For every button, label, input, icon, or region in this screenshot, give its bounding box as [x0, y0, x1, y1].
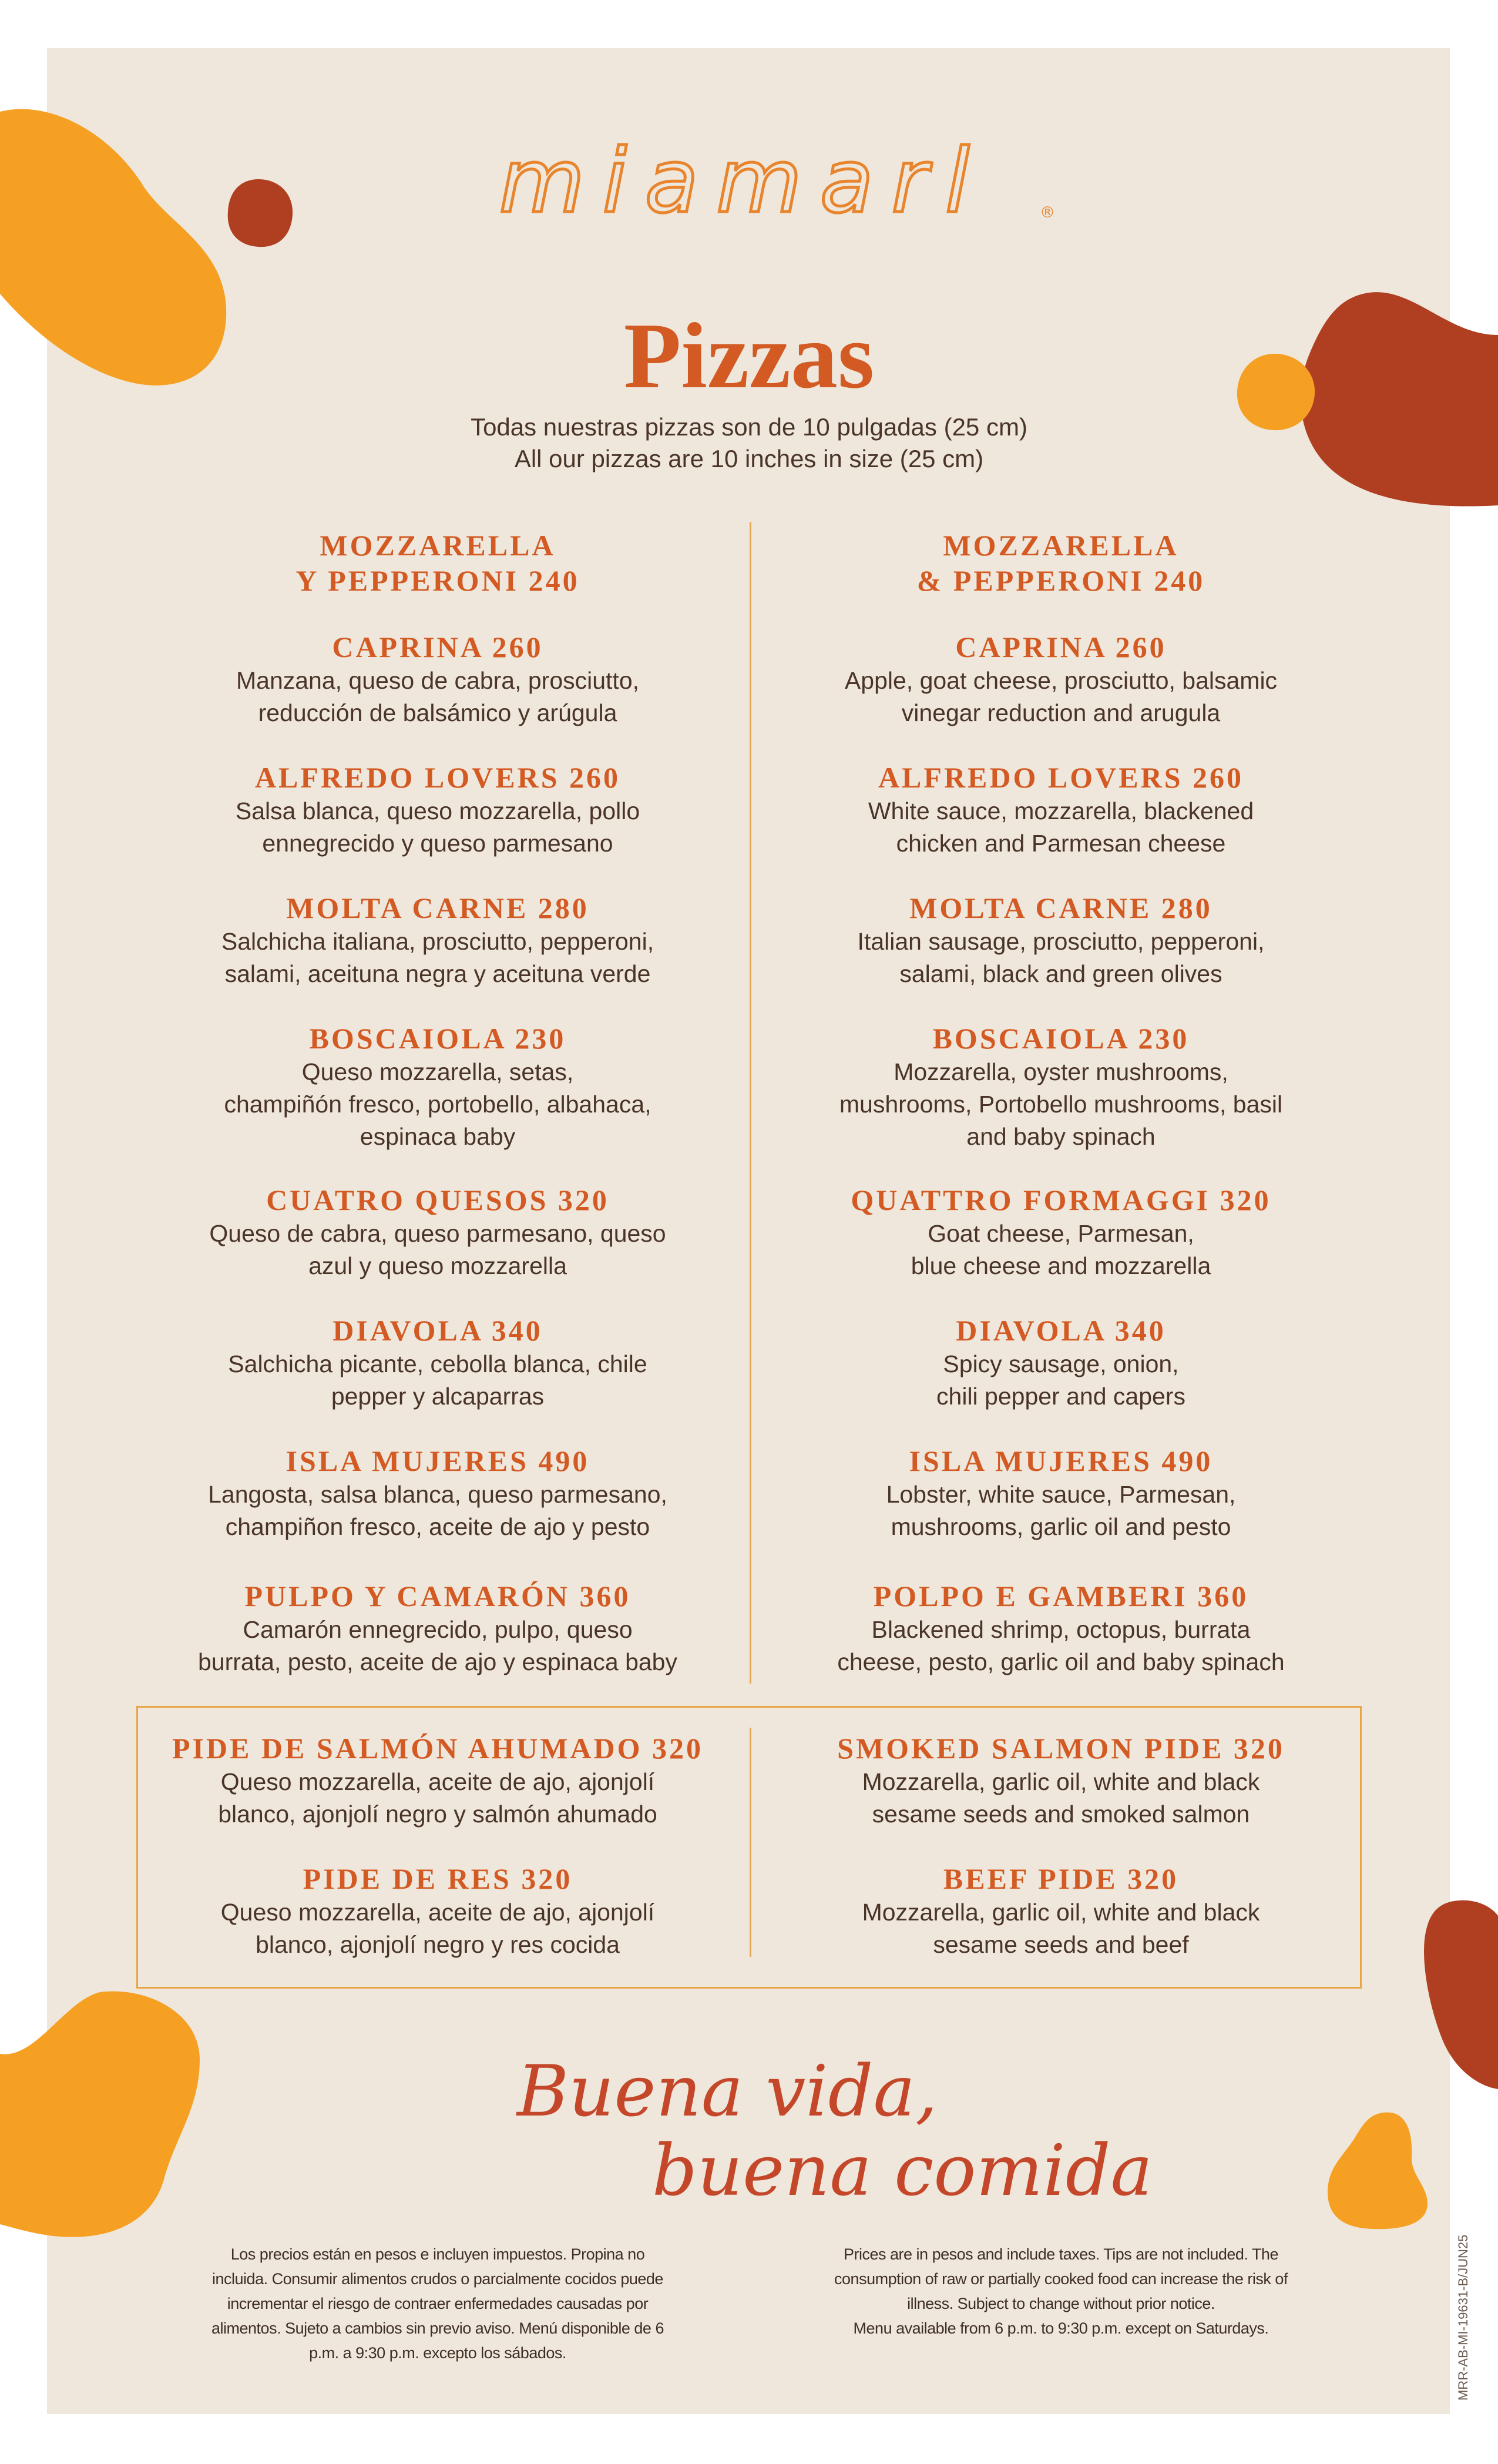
orange-blob-bottom-right — [1325, 2110, 1430, 2233]
menu-item — [144, 1731, 731, 1831]
menu-item-name: SMOKED SALMON PIDE 320 — [837, 1732, 1285, 1765]
logo-wordmark: miamarl — [499, 135, 988, 233]
menu-item-name: PIDE DE RES 320 — [303, 1862, 573, 1895]
menu-item-description: Langosta, salsa blanca, queso parmesano, — [208, 1481, 667, 1508]
menu-item — [144, 1443, 731, 1543]
menu-item-description: Queso mozzarella, aceite de ajo, ajonjolí — [220, 1768, 655, 1795]
menu-item — [144, 528, 731, 598]
menu-item-description: Manzana, queso de cabra, prosciutto, — [236, 667, 640, 694]
menu-item — [767, 890, 1355, 990]
menu-item-description: blue cheese and mozzarella — [911, 1252, 1211, 1279]
menu-item — [144, 760, 731, 860]
menu-item-name: DIAVOLA 340 — [332, 1314, 543, 1347]
page-title: Pizzas — [623, 303, 875, 408]
menu-item-name: BOSCAIOLA 230 — [309, 1022, 566, 1055]
menu-item — [767, 760, 1355, 860]
menu-item-description: chili pepper and capers — [936, 1383, 1185, 1410]
menu-item-description: blanco, ajonjolí negro y salmón ahumado — [218, 1801, 657, 1828]
footer-line: Los precios están en pesos e incluyen impuestos. Propina no — [230, 2245, 645, 2263]
menu-item-name: MOZZARELLA — [943, 529, 1179, 562]
menu-item-description: Mozzarella, garlic oil, white and black — [862, 1899, 1260, 1926]
registered-mark: ® — [1040, 204, 1055, 222]
miamarl-logo — [426, 135, 1072, 247]
footer-line: incluida. Consumir alimentos crudos o parcialmente cocidos puede — [212, 2270, 663, 2288]
menu-item-name: CAPRINA 260 — [332, 631, 543, 663]
menu-item-description: Salchicha italiana, prosciutto, pepperoni, — [221, 928, 654, 955]
menu-item-name: & PEPPERONI 240 — [916, 564, 1205, 597]
menu-item-name: DIAVOLA 340 — [956, 1314, 1166, 1347]
menu-item-description: White sauce, mozzarella, blackened — [868, 797, 1254, 824]
menu-item-name: QUATTRO FORMAGGI 320 — [851, 1184, 1271, 1216]
menu-item — [144, 1182, 731, 1282]
menu-item-description: and baby spinach — [966, 1123, 1156, 1150]
menu-item-description: Queso mozzarella, setas, — [301, 1058, 574, 1085]
menu-item — [144, 629, 731, 729]
footer-line: p.m. a 9:30 p.m. excepto los sábados. — [309, 2344, 566, 2362]
menu-item-name: PULPO Y CAMARÓN 360 — [244, 1580, 631, 1613]
menu-item-description: azul y queso mozzarella — [308, 1252, 567, 1279]
menu-item — [144, 890, 731, 990]
menu-item-name: CUATRO QUESOS 320 — [266, 1184, 609, 1216]
menu-item-description: sesame seeds and smoked salmon — [872, 1801, 1250, 1828]
menu-item-description: Spicy sausage, onion, — [943, 1350, 1179, 1377]
menu-item-name: MOZZARELLA — [320, 529, 556, 562]
menu-item-description: mushrooms, garlic oil and pesto — [891, 1513, 1231, 1540]
menu-item — [767, 1313, 1355, 1413]
footer-line: incrementar el riesgo de contraer enfermedades causadas por — [227, 2295, 649, 2312]
menu-item-description: chicken and Parmesan cheese — [896, 830, 1226, 857]
menu-item-description: Salchicha picante, cebolla blanca, chile — [228, 1350, 647, 1377]
menu-item-name: ISLA MUJERES 490 — [909, 1444, 1213, 1477]
menu-item-description: mushrooms, Portobello mushrooms, basil — [839, 1091, 1283, 1118]
menu-item-description: salami, black and green olives — [899, 960, 1222, 987]
slogan-line-2: buena comida — [652, 2130, 1153, 2212]
footer-line: Prices are in pesos and include taxes. Tips are not included. The — [844, 2245, 1278, 2263]
rust-blob-bottom-right — [1419, 1898, 1498, 2092]
menu-item-description: sesame seeds and beef — [933, 1931, 1189, 1958]
menu-item — [767, 1861, 1355, 1961]
menu-item-name: ALFREDO LOVERS 260 — [254, 761, 621, 794]
menu-item-name: POLPO E GAMBERI 360 — [873, 1580, 1249, 1613]
footer-notice-es — [191, 2242, 684, 2365]
menu-item-description: burrata, pesto, aceite de ajo y espinaca baby — [198, 1648, 677, 1675]
menu-item — [767, 1731, 1355, 1831]
menu-item-description: pepper y alcaparras — [331, 1383, 545, 1410]
menu-item-description: Mozzarella, garlic oil, white and black — [862, 1768, 1260, 1795]
footer-line: illness. Subject to change without prior notice. — [907, 2295, 1215, 2312]
menu-item — [144, 1313, 731, 1413]
menu-item-description: reducción de balsámico y arúgula — [258, 699, 617, 726]
menu-item-description: Italian sausage, prosciutto, pepperoni, — [857, 928, 1265, 955]
column-divider — [750, 522, 751, 1684]
menu-item — [767, 1443, 1355, 1543]
menu-item — [767, 1578, 1355, 1678]
menu-item-name: MOLTA CARNE 280 — [286, 891, 589, 924]
menu-item-name: BEEF PIDE 320 — [943, 1862, 1179, 1895]
document-code: MRR-AB-MI-19631-B/JUN25 — [1456, 2234, 1470, 2401]
menu-item-name: ALFREDO LOVERS 260 — [878, 761, 1244, 794]
menu-item-description: Blackened shrimp, octopus, burrata — [871, 1616, 1251, 1643]
footer-notice-en — [814, 2242, 1308, 2341]
menu-item — [767, 1182, 1355, 1282]
menu-item-name: BOSCAIOLA 230 — [932, 1022, 1190, 1055]
menu-item-name: ISLA MUJERES 490 — [286, 1444, 590, 1477]
menu-item-description: champiñón fresco, portobello, albahaca, — [224, 1091, 651, 1118]
menu-item-description: Salsa blanca, queso mozzarella, pollo — [235, 797, 640, 824]
menu-item-name: PIDE DE SALMÓN AHUMADO 320 — [172, 1732, 704, 1765]
footer-line: Menu available from 6 p.m. to 9:30 p.m. except on Saturdays. — [853, 2319, 1269, 2337]
menu-item-description: Mozzarella, oyster mushrooms, — [894, 1058, 1228, 1085]
menu-item-description: Apple, goat cheese, prosciutto, balsamic — [844, 667, 1278, 694]
menu-item-description: champiñon fresco, aceite de ajo y pesto — [225, 1513, 650, 1540]
menu-item — [144, 1021, 731, 1153]
menu-item-name: Y PEPPERONI 240 — [295, 564, 580, 597]
menu-item-description: vinegar reduction and arugula — [901, 699, 1221, 726]
slogan-line-1: Buena vida, — [517, 2051, 938, 2133]
menu-item — [144, 1861, 731, 1961]
subtitle-es: Todas nuestras pizzas son de 10 pulgadas (25 cm) — [471, 413, 1027, 441]
menu-item-description: Goat cheese, Parmesan, — [928, 1220, 1194, 1247]
menu-item — [767, 1021, 1355, 1153]
menu-item — [144, 1578, 731, 1678]
menu-item-name: CAPRINA 260 — [955, 631, 1167, 663]
menu-item-description: ennegrecido y queso parmesano — [262, 830, 613, 857]
menu-item-name: MOLTA CARNE 280 — [909, 891, 1212, 924]
orange-blob-bottom-left — [0, 1989, 203, 2242]
menu-item-description: salami, aceituna negra y aceituna verde — [224, 960, 651, 987]
pide-divider — [750, 1728, 751, 1957]
menu-item — [767, 629, 1355, 729]
menu-item-description: Lobster, white sauce, Parmesan, — [886, 1481, 1236, 1508]
subtitle-en: All our pizzas are 10 inches in size (25 cm) — [514, 445, 984, 472]
menu-item-description: Queso mozzarella, aceite de ajo, ajonjolí — [220, 1899, 655, 1926]
footer-line: consumption of raw or partially cooked food can increase the risk of — [834, 2270, 1288, 2288]
menu-item-description: cheese, pesto, garlic oil and baby spinach — [837, 1648, 1285, 1675]
brand-logo — [0, 135, 1498, 250]
menu-item — [767, 528, 1355, 598]
menu-item-description: blanco, ajonjolí negro y res cocida — [256, 1931, 620, 1958]
menu-item-description: espinaca baby — [360, 1123, 516, 1150]
footer-line: alimentos. Sujeto a cambios sin previo aviso. Menú disponible de 6 — [211, 2319, 664, 2337]
menu-item-description: Camarón ennegrecido, pulpo, queso — [243, 1616, 633, 1643]
menu-item-description: Queso de cabra, queso parmesano, queso — [209, 1220, 666, 1247]
